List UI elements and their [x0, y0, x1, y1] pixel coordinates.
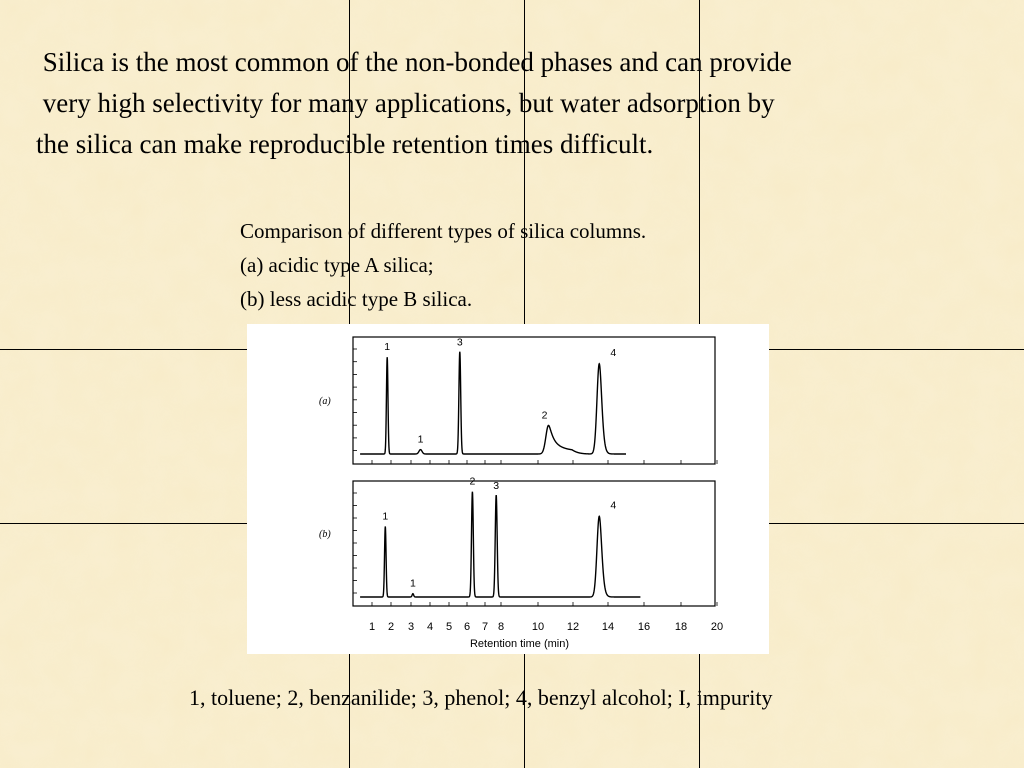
plot-frame — [353, 481, 715, 606]
plot-frame — [353, 337, 715, 464]
x-tick-label: 7 — [481, 621, 489, 633]
x-tick-label: 10 — [531, 621, 545, 633]
intro-paragraph — [36, 42, 1016, 165]
peak-label: 1 — [382, 510, 389, 523]
x-tick-label: 2 — [387, 621, 395, 633]
caption-line: (a) acidic type A silica; — [240, 253, 434, 277]
chromatogram-chart — [247, 324, 769, 654]
x-tick-label: 4 — [426, 621, 434, 633]
x-tick-label: 12 — [566, 621, 580, 633]
figure-caption — [240, 214, 646, 316]
peak-label: 3 — [456, 336, 463, 349]
paragraph-line: the silica can make reproducible retention times difficult. — [36, 129, 654, 159]
paragraph-line: Silica is the most common of the non-bonded phases and can provide — [36, 47, 792, 77]
peak-label: 2 — [469, 475, 476, 488]
peak-legend: 1, toluene; 2, benzanilide; 3, phenol; 4, benzyl alcohol; I, impurity — [189, 685, 773, 710]
x-tick-label: 3 — [407, 621, 415, 633]
panel-label: (b) — [319, 529, 331, 540]
peak-label: 1 — [409, 577, 416, 590]
x-tick-label: 6 — [463, 621, 471, 633]
peak-label: 1 — [417, 433, 424, 446]
caption-line: (b) less acidic type B silica. — [240, 287, 473, 311]
peak-label: 3 — [493, 480, 500, 493]
x-tick-label: 20 — [710, 621, 724, 633]
x-tick-label: 18 — [674, 621, 688, 633]
chromatogram-trace — [360, 492, 640, 597]
x-tick-label: 1 — [368, 621, 376, 633]
chromatogram-trace — [360, 352, 626, 454]
peak-label: 4 — [610, 346, 617, 359]
x-tick-label: 16 — [637, 621, 651, 633]
x-tick-label: 8 — [497, 621, 505, 633]
peak-label: 2 — [541, 409, 548, 422]
caption-line: Comparison of different types of silica columns. — [240, 219, 647, 243]
peak-label: 4 — [610, 499, 617, 512]
peak-label: 1 — [384, 341, 391, 354]
chromatogram-figure — [247, 324, 769, 654]
paragraph-line: very high selectivity for many applications, but water adsorption by — [36, 88, 775, 118]
x-axis-title: Retention time (min) — [469, 638, 570, 650]
x-tick-label: 5 — [445, 621, 453, 633]
x-tick-label: 14 — [601, 621, 615, 633]
panel-label: (a) — [319, 396, 331, 407]
